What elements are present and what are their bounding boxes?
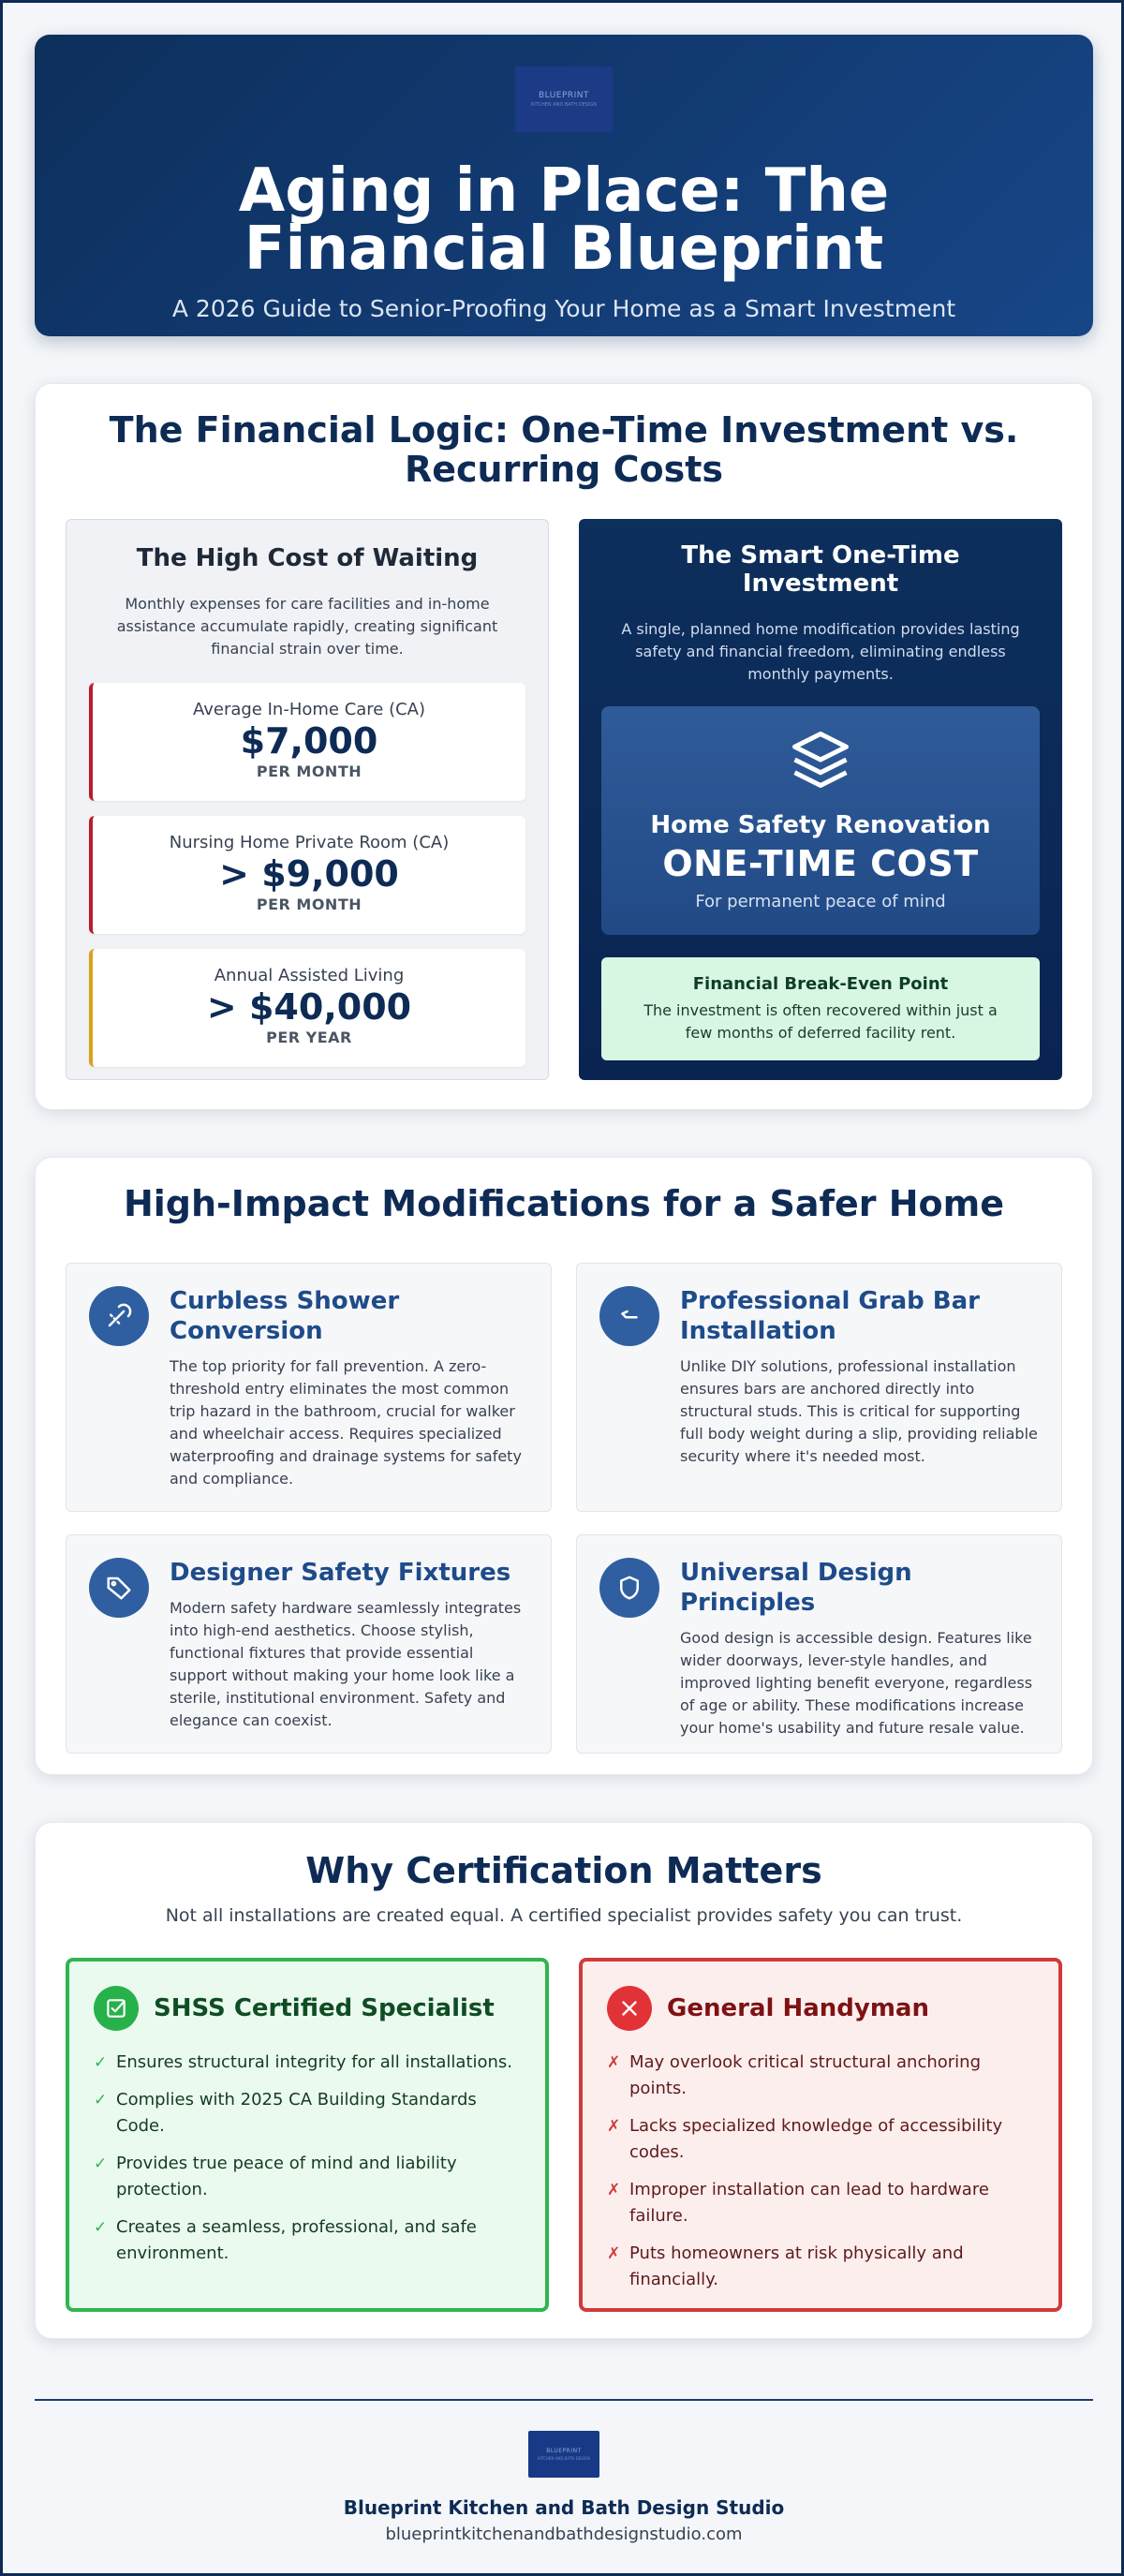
layers-icon	[790, 777, 851, 794]
handyman-title: General Handyman	[667, 1994, 929, 2022]
modification-text: Modern safety hardware seamlessly integrates into high-end aesthetics. Choose stylish, functional fixtures that provide essential support without making your home look like a sterile, institutional environment. Safety and elegance can coexist.	[170, 1599, 522, 1729]
modification-text: Unlike DIY solutions, professional installation ensures bars are anchored directly into structural studs. This is critical for supporting full body weight during a slip, providing reliable security where it's needed most.	[680, 1357, 1038, 1465]
stat-card-in-home-care	[89, 683, 525, 801]
stat-label: Nursing Home Private Room (CA)	[169, 833, 450, 852]
break-even-title: Financial Break-Even Point	[692, 974, 949, 994]
brand-logo	[515, 67, 613, 132]
financial-logic-section	[35, 383, 1093, 1110]
renovation-card	[601, 706, 1040, 935]
x-mark-icon: ✗	[607, 2117, 621, 2136]
check-mark-icon: ✓	[94, 2154, 108, 2173]
cost-of-waiting-panel	[66, 519, 549, 1080]
waiting-title: The High Cost of Waiting	[136, 544, 479, 572]
waiting-description: Monthly expenses for care facilities and in-home assistance accumulate rapidly, creating significant financial strain over time.	[116, 595, 498, 658]
modifications-section	[35, 1157, 1093, 1775]
handyman-risks-list	[607, 2050, 1034, 2293]
renovation-note: For permanent peace of mind	[695, 892, 946, 911]
x-badge-icon	[607, 1986, 652, 2031]
stat-value: > $40,000	[206, 986, 412, 1028]
modification-card-shower	[66, 1263, 552, 1512]
list-item: ✓ Ensures structural integrity for all installations.	[94, 2050, 521, 2076]
certified-benefits-list	[94, 2050, 521, 2267]
modification-card-grab-bar	[576, 1263, 1062, 1512]
modification-card-universal-design	[576, 1534, 1062, 1754]
stat-card-assisted-living	[89, 949, 525, 1067]
shield-icon	[599, 1558, 659, 1618]
break-even-text: The investment is often recovered within just a few months of deferred facility rent.	[643, 1001, 998, 1042]
financial-section-title: The Financial Logic: One-Time Investment vs. Recurring Costs	[109, 409, 1019, 490]
renovation-cost: ONE-TIME COST	[662, 843, 979, 884]
company-name: Blueprint Kitchen and Bath Design Studio	[343, 2496, 785, 2519]
certification-section-title: Why Certification Matters	[305, 1850, 822, 1891]
logo-subtext: KITCHEN AND BATH DESIGN	[538, 2456, 590, 2461]
company-url[interactable]: blueprintkitchenandbathdesignstudio.com	[385, 2524, 743, 2544]
list-item: ✗ Puts homeowners at risk physically and financially.	[607, 2241, 1034, 2293]
check-mark-icon: ✓	[94, 2053, 108, 2072]
check-mark-icon: ✓	[94, 2218, 108, 2237]
modification-title: Curbless Shower Conversion	[170, 1287, 400, 1345]
logo-subtext: KITCHEN AND BATH DESIGN	[531, 102, 597, 108]
modification-title: Designer Safety Fixtures	[170, 1559, 511, 1587]
break-even-card	[601, 957, 1040, 1060]
check-mark-icon: ✓	[94, 2091, 108, 2110]
list-item: ✓ Provides true peace of mind and liability protection.	[94, 2151, 521, 2203]
modification-card-fixtures	[66, 1534, 552, 1754]
general-handyman-panel	[579, 1958, 1062, 2312]
x-mark-icon: ✗	[607, 2244, 621, 2263]
stat-label: Annual Assisted Living	[214, 966, 405, 985]
x-mark-icon: ✗	[607, 2053, 621, 2072]
check-badge-icon	[94, 1986, 139, 2031]
page	[35, 35, 1093, 2544]
list-item: ✗ May overlook critical structural anchoring points.	[607, 2050, 1034, 2102]
footer-logo	[528, 2431, 599, 2478]
stat-unit: PER YEAR	[266, 1029, 352, 1046]
x-mark-icon: ✗	[607, 2181, 621, 2199]
footer	[35, 2401, 1093, 2544]
stat-unit: PER MONTH	[256, 896, 362, 913]
list-item: ✓ Creates a seamless, professional, and safe environment.	[94, 2214, 521, 2267]
stat-label: Average In-Home Care (CA)	[192, 700, 426, 719]
shower-icon	[89, 1286, 149, 1346]
modification-text: Good design is accessible design. Features like wider doorways, lever-style handles, and improved lighting benefit everyone, regardless of age or ability. These modifications increase your home's usability and future resale value.	[680, 1629, 1033, 1737]
list-item: ✗ Lacks specialized knowledge of accessibility codes.	[607, 2113, 1034, 2166]
logo-text: BLUEPRINT	[538, 91, 590, 100]
list-item: ✓ Complies with 2025 CA Building Standards Code.	[94, 2087, 521, 2139]
stat-unit: PER MONTH	[256, 762, 362, 780]
stat-value: $7,000	[240, 720, 378, 762]
grab-bar-icon	[599, 1286, 659, 1346]
hero-banner	[35, 35, 1093, 336]
page-subtitle: A 2026 Guide to Senior-Proofing Your Home as a Smart Investment	[171, 295, 956, 322]
certified-specialist-panel	[66, 1958, 549, 2312]
stat-value: > $9,000	[219, 853, 399, 895]
logo-text: BLUEPRINT	[546, 2448, 582, 2454]
modifications-section-title: High-Impact Modifications for a Safer Home	[123, 1183, 1005, 1224]
page-title: Aging in Place: The Financial Blueprint	[238, 156, 890, 284]
certified-title: SHSS Certified Specialist	[154, 1994, 495, 2022]
smart-description: A single, planned home modification provides lasting safety and financial freedom, eliminating endless monthly payments.	[621, 620, 1020, 683]
modification-title: Professional Grab Bar Installation	[680, 1287, 980, 1345]
smart-title: The Smart One-Time Investment	[681, 541, 960, 598]
smart-investment-panel	[579, 519, 1062, 1080]
certification-subtitle: Not all installations are created equal. A certified specialist provides safety you can trust.	[165, 1905, 963, 1926]
renovation-title: Home Safety Renovation	[650, 811, 991, 839]
list-item: ✗ Improper installation can lead to hardware failure.	[607, 2177, 1034, 2229]
modification-text: The top priority for fall prevention. A zero-threshold entry eliminates the most common trip hazard in the bathroom, crucial for walker and wheelchair access. Requires specialized waterproofing and drainage systems for safety and compliance.	[170, 1357, 522, 1488]
certification-section	[35, 1822, 1093, 2339]
tag-icon	[89, 1558, 149, 1618]
modification-title: Universal Design Principles	[680, 1559, 912, 1617]
stat-card-nursing-home	[89, 816, 525, 934]
